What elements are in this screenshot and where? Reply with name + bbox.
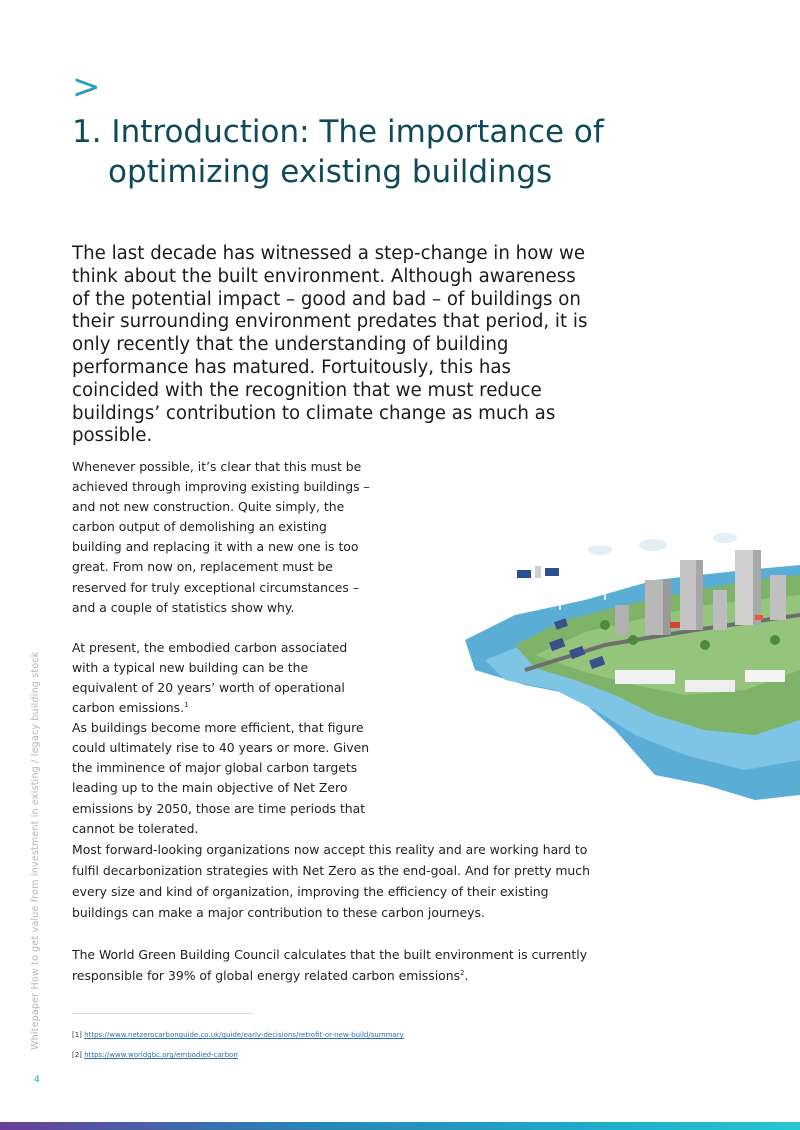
footnote-ref-2[interactable]: 2: [460, 968, 465, 977]
footnotes: [72, 1025, 404, 1065]
body-paragraph-3: Most forward-looking organizations now accept this reality and are working hard to fulfil decarbonization strategies with Net Zero as the end-goal. And for pretty much every size and kind of organization, improving the efficiency of their existing buildings can make a major contribution to these carbon journeys.: [72, 842, 590, 920]
section-chevron-icon: >: [72, 67, 101, 107]
footnote-ref-1[interactable]: 1: [184, 700, 189, 709]
body-full-width: [72, 839, 592, 1007]
footnote-2: [72, 1045, 404, 1065]
body-paragraph-2a: At present, the embodied carbon associated with a typical new building can be the equivalent of 20 years’ worth of operational carbon emissions.: [72, 639, 348, 716]
cloud-icon: [588, 533, 737, 555]
page-number: 4: [34, 1075, 40, 1085]
city-island-illustration: [455, 520, 800, 825]
body-paragraph-2: [72, 638, 372, 839]
body-column: [72, 457, 372, 859]
footnote-1: [72, 1025, 404, 1045]
footnote-2-link[interactable]: https://www.worldgbc.org/embodied-carbon: [84, 1051, 238, 1059]
body-paragraph-1: Whenever possible, it’s clear that this must be achieved through improving existing buildings – and not new construction. Quite simply, the carbon output of demolishing an existing building and replacing it with a new one is too great. From now on, replacement must be reserved for truly exceptional circumstances – and a couple of statistics show why.: [72, 459, 370, 615]
footnote-1-link[interactable]: https://www.netzerocarbonguide.co.uk/guide/early-decisions/retrofit-or-new-build/summary: [84, 1031, 404, 1039]
lead-paragraph: The last decade has witnessed a step-change in how we think about the built environment. Although awareness of the potential impact – good and bad – of buildings on their surrounding environment predates that period, it is only recently that the understanding of building performance has matured. Fortuitously, this has coincided with the recognition that we must reduce buildings’ contribution to climate change as much as possible.: [72, 243, 588, 447]
body-paragraph-4-text: The World Green Building Council calculates that the built environment is currently responsible for 39% of global energy related carbon emissions: [72, 947, 588, 983]
sidebar-running-title: Whitepaper How to get value from investment in existing / legacy building stock: [30, 651, 41, 1050]
title-line-1: 1. Introduction: The importance of: [72, 114, 604, 150]
bottom-gradient-bar: [0, 1122, 800, 1130]
body-paragraph-4: [72, 944, 592, 986]
body-paragraph-4-end: .: [464, 968, 469, 983]
footnote-1-number: [1]: [72, 1031, 82, 1039]
body-paragraph-2b: As buildings become more efficient, that figure could ultimately rise to 40 years or more. Given the imminence of major global carbon targets leading up to the main objective of Net Zero emissions by 2050, those are time periods that cannot be tolerated.: [72, 720, 370, 836]
footnote-2-number: [2]: [72, 1051, 82, 1059]
page-title: [72, 112, 632, 192]
satellite-icon: [517, 566, 559, 578]
title-line-2: optimizing existing buildings: [108, 154, 553, 190]
footnote-divider: [72, 1013, 252, 1014]
